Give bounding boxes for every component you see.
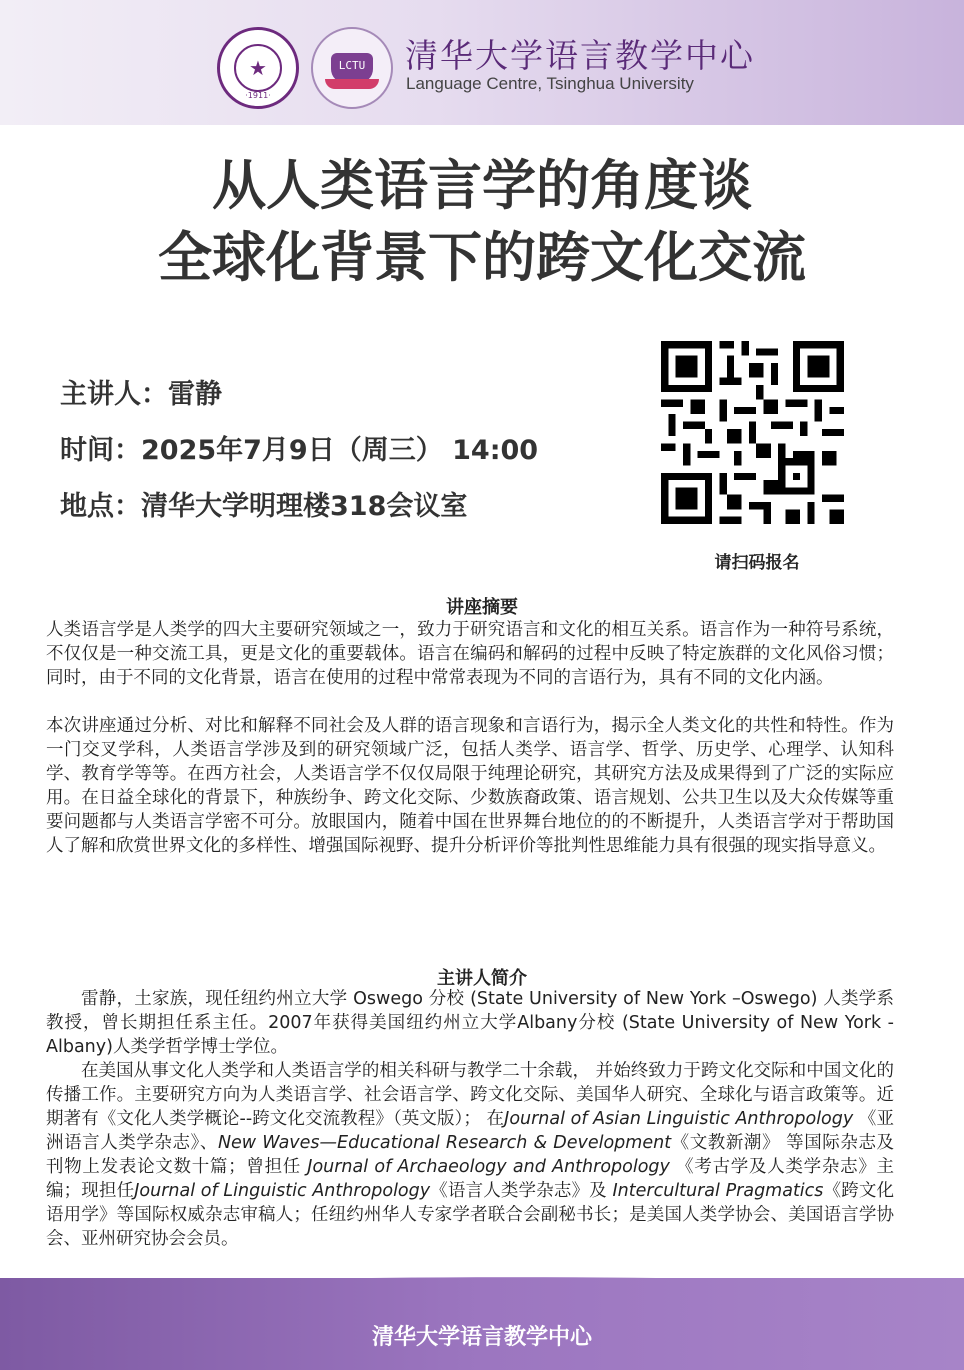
star-icon: ★ bbox=[249, 56, 267, 80]
bio-text: 《语言人类学杂志》及 bbox=[430, 1181, 613, 1201]
logo-ribbon bbox=[325, 79, 379, 89]
org-name-en: Language Centre, Tsinghua University bbox=[406, 74, 694, 93]
lc-mark: LCTU bbox=[338, 59, 366, 72]
qr-caption: 请扫码报名 bbox=[714, 553, 800, 573]
bio-text: 《亚洲语言人类学杂志》、 bbox=[46, 1109, 894, 1153]
bio-paragraph-1: 雷静，土家族，现任纽约州立大学 Oswego 分校 (State University of New York –Oswego) 人类学系教授，曾长期担任系主任。2007年获得美国纽约州立大学Albany分校 (State University of New York - Albany)人类学哲学博士学位。 bbox=[46, 989, 894, 1057]
bio-heading: 主讲人简介 bbox=[437, 968, 527, 989]
journal-title: Journal of Archaeology and Anthropology bbox=[307, 1157, 670, 1177]
tsinghua-seal-logo bbox=[217, 27, 299, 109]
seal-year: ·1911· bbox=[245, 91, 271, 100]
bio-text: 《考古学及人类学杂志》主编；现担任 bbox=[46, 1157, 895, 1201]
abstract-paragraph-1: 人类语言学是人类学的四大主要研究领域之一，致力于研究语言和文化的相互关系。语言作为一种符号系统，不仅仅是一种交流工具，更是文化的重要载体。语言在编码和解码的过程中反映了特定族群的文化风俗习惯；同时，由于不同的文化背景，语言在使用的过程中常常表现为不同的言语行为，具有不同的文化内涵。 bbox=[46, 620, 894, 688]
bio-paragraph-2 bbox=[46, 1059, 894, 1251]
bio-text: 在美国从事文化人类学和人类语言学的相关科研与教学二十余载， 并始终致力于跨文化交际和中国文化的传播工作。主要研究方向为人类语言学、社会语言学、跨文化交际、美国华人研究、全球化与语言政策等。近期著有《文化人类学概论--跨文化交流教程》（英文版）； 在 bbox=[46, 1061, 894, 1129]
org-name-cn: 清华大学语言教学中心 bbox=[405, 36, 755, 75]
venue-line: 地点：清华大学明理楼318会议室 bbox=[60, 491, 468, 522]
seal-inner-ring bbox=[234, 44, 282, 92]
speaker-line: 主讲人：雷静 bbox=[60, 379, 222, 410]
journal-title: Journal of Asian Linguistic Anthropology bbox=[504, 1109, 854, 1129]
title-line-1: 从人类语言学的角度谈 bbox=[212, 154, 752, 217]
abstract-heading: 讲座摘要 bbox=[446, 597, 518, 618]
bio-text: 《文教新潮》 等国际杂志及刊物上发表论文数十篇；曾担任 bbox=[46, 1133, 895, 1177]
language-centre-logo bbox=[311, 27, 393, 109]
journal-title: Intercultural Pragmatics bbox=[612, 1181, 824, 1201]
footer-org-name: 清华大学语言教学中心 bbox=[371, 1325, 592, 1350]
lecture-title bbox=[0, 150, 964, 294]
time-line: 时间：2025年7月9日（周三） 14:00 bbox=[60, 435, 539, 466]
journal-title: Journal of Linguistic Anthropology bbox=[134, 1181, 431, 1201]
abstract-paragraph-2: 本次讲座通过分析、对比和解释不同社会及人群的语言现象和言语行为，揭示全人类文化的共性和特性。作为一门交叉学科，人类语言学涉及到的研究领域广泛，包括人类学、语言学、哲学、历史学、心理学、认知科学、教育学等等。在西方社会，人类语言学不仅仅局限于纯理论研究，其研究方法及成果得到了广泛的实际应用。在日益全球化的背景下，种族纷争、跨文化交际、少数族裔政策、语言规划、公共卫生以及大众传媒等重要问题都与人类语言学密不可分。放眼国内，随着中国在世界舞台地位的的不断提升，人类语言学对于帮助国人了解和欣赏世界文化的多样性、增强国际视野、提升分析评价等批判性思维能力具有很强的现实指导意义。 bbox=[46, 716, 894, 856]
title-line-2: 全球化背景下的跨文化交流 bbox=[158, 226, 806, 289]
bio-text: 《跨文化语用学》等国际权威杂志审稿人；任纽约州华人专家学者联合会副秘书长；是美国人类学协会、美国语言学协会、亚州研究协会会员。 bbox=[46, 1181, 895, 1249]
bio-body bbox=[46, 987, 894, 1251]
journal-title: New Waves—Educational Research & Development bbox=[217, 1133, 672, 1153]
registration-qr-code[interactable] bbox=[661, 341, 844, 524]
abstract-body bbox=[46, 618, 894, 858]
